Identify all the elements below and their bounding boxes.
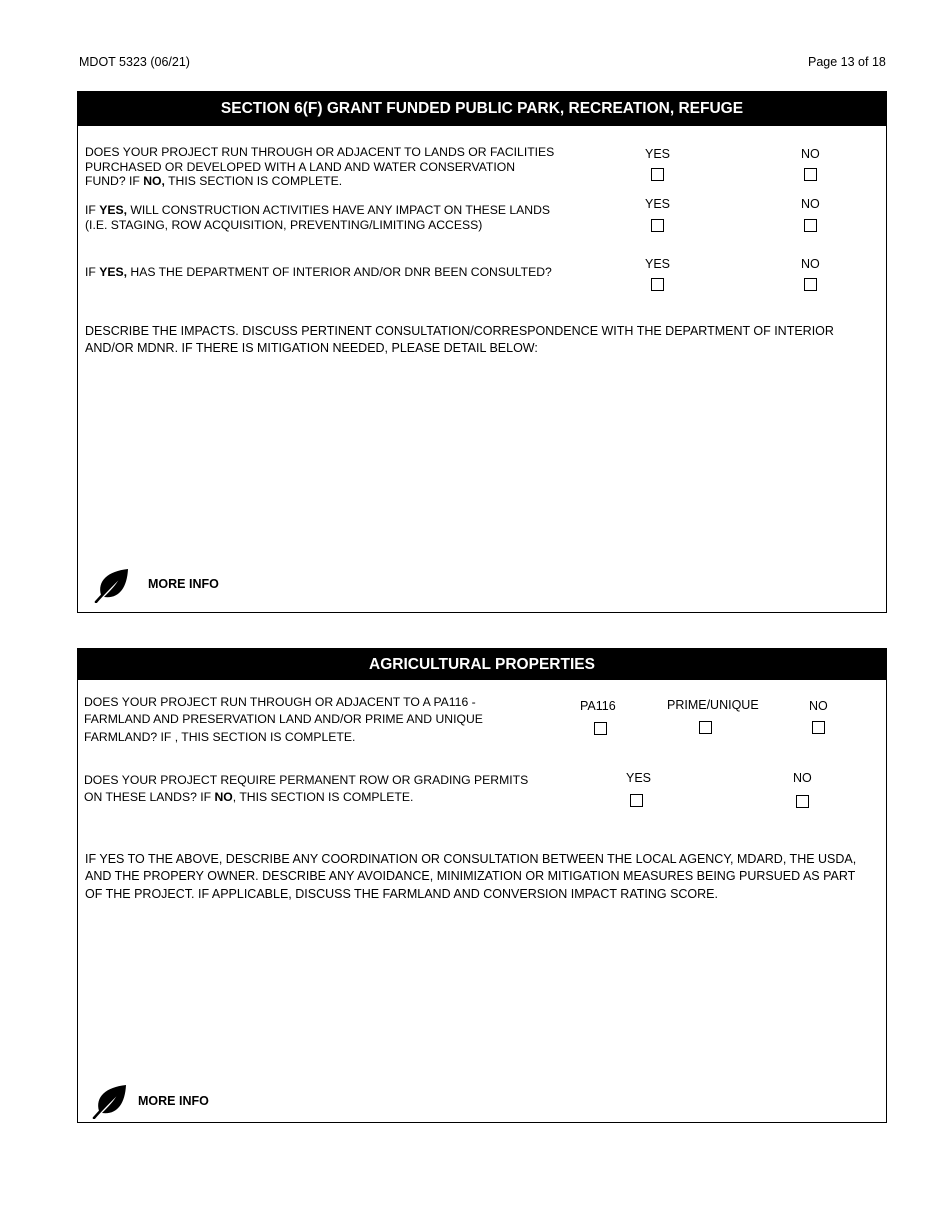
- ag-q2-yes-checkbox[interactable]: [630, 794, 643, 807]
- agricultural-section: [77, 648, 887, 1123]
- agricultural-describe-prompt: IF YES TO THE ABOVE, DESCRIBE ANY COORDINATION OR CONSULTATION BETWEEN THE LOCAL AGENCY, MDARD, THE USDA, AND THE PROPERY OWNER. DESCRIBE ANY AVOIDANCE, MINIMIZATION OR MITIGATION MEASURES BEING PURSUED AS PART OF THE PROJECT. IF APPLICABLE, DISCUSS THE FARMLAND AND CONVERSION IMPACT RATING SCORE.: [85, 852, 857, 901]
- leaf-icon[interactable]: [92, 567, 130, 603]
- q1-no-checkbox[interactable]: [804, 168, 817, 181]
- agricultural-title: AGRICULTURAL PROPERTIES: [78, 649, 886, 680]
- section-6f-title: SECTION 6(F) GRANT FUNDED PUBLIC PARK, RECREATION, REFUGE: [78, 92, 886, 126]
- ag-q1-prime-label: PRIME/UNIQUE: [667, 698, 759, 712]
- agricultural-response-area[interactable]: [85, 909, 875, 1074]
- agricultural-question-2: DOES YOUR PROJECT REQUIRE PERMANENT ROW OR GRADING PERMITS ON THESE LANDS? IF NO, THIS SECTION IS COMPLETE.: [84, 773, 529, 805]
- page-number: Page 13 of 18: [808, 55, 886, 69]
- ag-q1-pa116-label: PA116: [580, 699, 616, 713]
- ag-q1-no-label: NO: [809, 699, 828, 713]
- q3-yes-checkbox[interactable]: [651, 278, 664, 291]
- q1-no-label: NO: [801, 147, 820, 161]
- q1-yes-checkbox[interactable]: [651, 168, 664, 181]
- agricultural-question-1: DOES YOUR PROJECT RUN THROUGH OR ADJACENT TO A PA116 - FARMLAND AND PRESERVATION LAND AND/OR PRIME AND UNIQUE FARMLAND? IF , THIS SECTION IS COMPLETE.: [84, 695, 483, 744]
- section-6f-describe-prompt: DESCRIBE THE IMPACTS. DISCUSS PERTINENT CONSULTATION/CORRESPONDENCE WITH THE DEPARTMENT OF INTERIOR AND/OR MDNR. IF THERE IS MITIGATION NEEDED, PLEASE DETAIL BELOW:: [85, 324, 834, 356]
- leaf-icon[interactable]: [90, 1083, 128, 1119]
- more-info-link[interactable]: MORE INFO: [138, 1094, 209, 1108]
- q3-yes-label: YES: [645, 257, 671, 271]
- section-6f-question-3: IF YES, HAS THE DEPARTMENT OF INTERIOR AND/OR DNR BEEN CONSULTED?: [85, 265, 552, 279]
- section-6f-question-1: DOES YOUR PROJECT RUN THROUGH OR ADJACENT TO LANDS OR FACILITIES PURCHASED OR DEVELOPED WITH A LAND AND WATER CONSERVATION FUND? IF NO, THIS SECTION IS COMPLETE.: [85, 145, 555, 188]
- q2-yes-label: YES: [645, 197, 671, 211]
- ag-q2-yes-label: YES: [626, 771, 652, 785]
- section-6f-response-area[interactable]: [85, 362, 875, 562]
- q1-yes-label: YES: [645, 147, 671, 161]
- ag-q2-no-checkbox[interactable]: [796, 795, 809, 808]
- ag-q2-no-label: NO: [793, 771, 812, 785]
- q2-no-label: NO: [801, 197, 820, 211]
- form-id: MDOT 5323 (06/21): [79, 55, 190, 69]
- more-info-link[interactable]: MORE INFO: [148, 577, 219, 591]
- section-6f: [77, 91, 887, 613]
- section-6f-question-2: IF YES, WILL CONSTRUCTION ACTIVITIES HAVE ANY IMPACT ON THESE LANDS (I.E. STAGING, ROW ACQUISITION, PREVENTING/LIMITING ACCESS): [85, 203, 551, 232]
- q3-no-label: NO: [801, 257, 820, 271]
- q2-no-checkbox[interactable]: [804, 219, 817, 232]
- ag-q1-no-checkbox[interactable]: [812, 721, 825, 734]
- ag-q1-prime-checkbox[interactable]: [699, 721, 712, 734]
- ag-q1-pa116-checkbox[interactable]: [594, 722, 607, 735]
- q3-no-checkbox[interactable]: [804, 278, 817, 291]
- q2-yes-checkbox[interactable]: [651, 219, 664, 232]
